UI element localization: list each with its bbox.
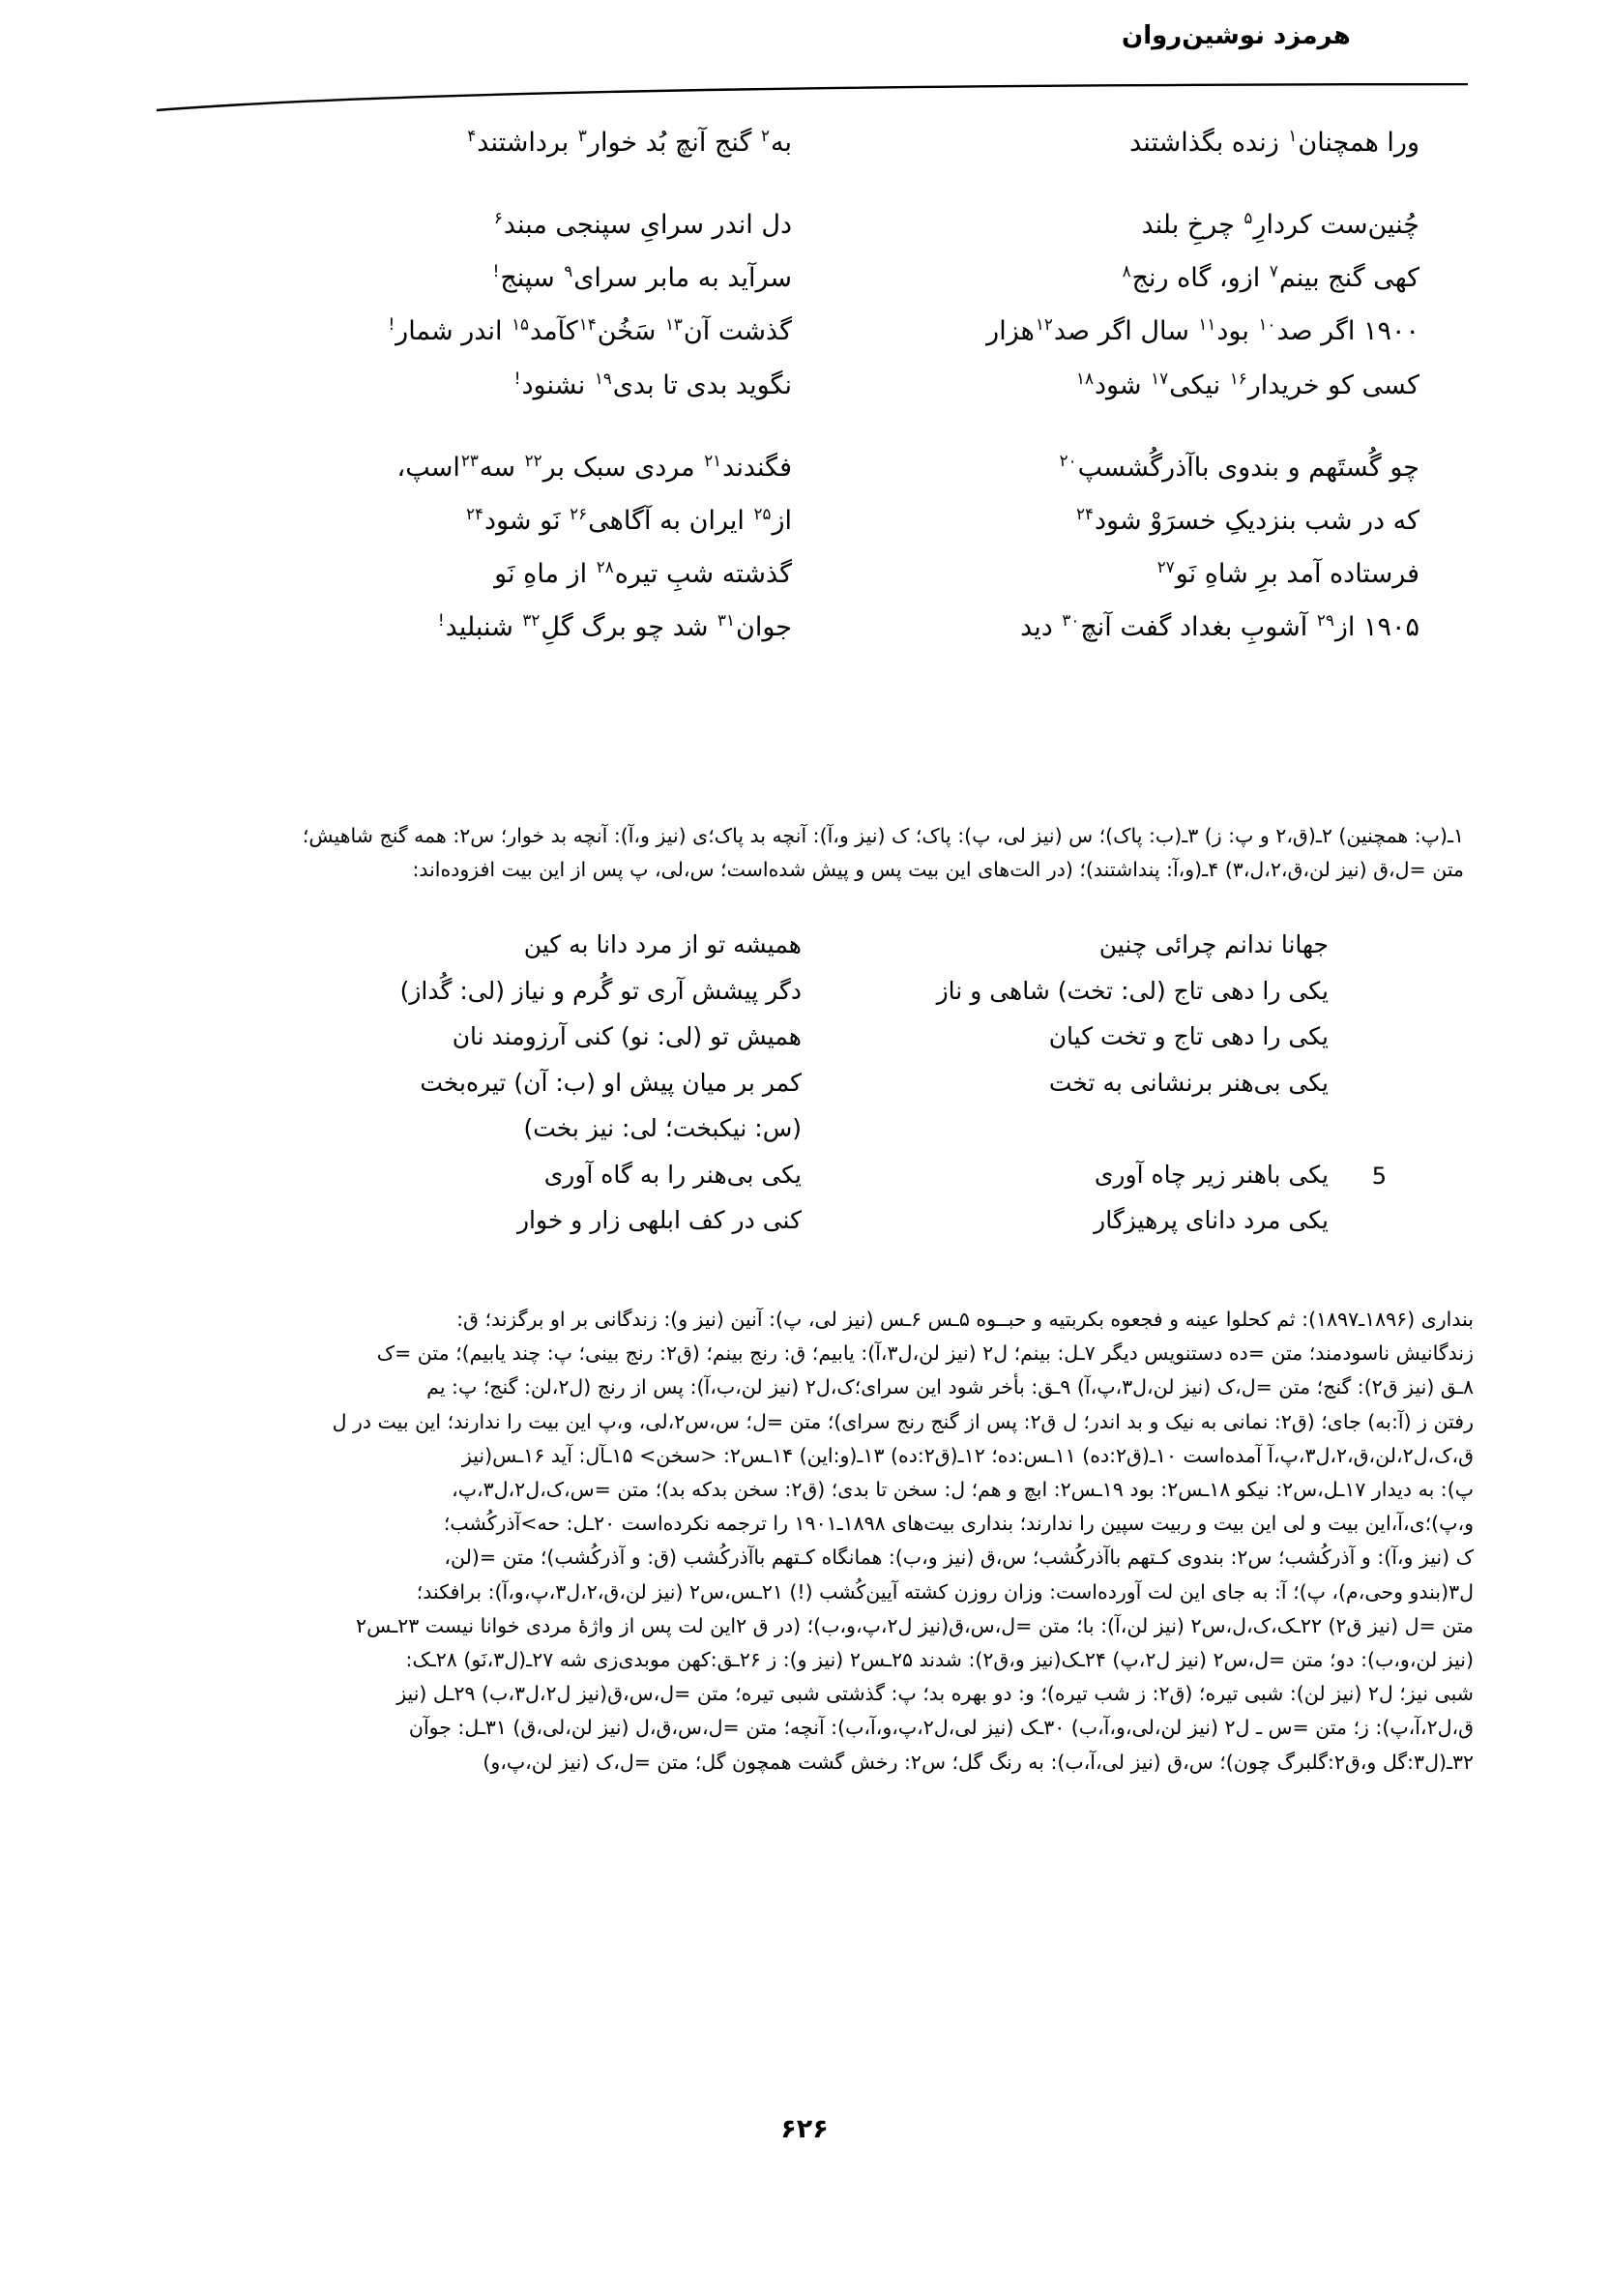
apparatus-line: بنداری (۱۸۹۶ـ۱۸۹۷): ثم کحلوا عینه و فجعوه بکربتیه و حبــوه ۵ـس ۶ـس (نیز لی، پ): آنین (نیز و): زندگانی بر او برگزند؛ ق:	[456, 1308, 1474, 1331]
hemistich-text-mid: گنج آنچ بُد خوار	[587, 128, 760, 158]
variant-marker: ۳۰	[1062, 610, 1080, 631]
quoted-verse-line	[178, 973, 1445, 1010]
quoted-verse-line	[178, 927, 1445, 963]
verse-line	[159, 312, 1445, 350]
quoted-verse-line	[178, 1018, 1445, 1055]
hemistich-text: چو گُستَهم و بندوی باآذرگُشسپ	[1077, 452, 1419, 483]
apparatus-bottom	[130, 1304, 1474, 1781]
variant-marker: !	[513, 368, 521, 388]
apparatus-line: و،پ)؛ی،آ،این بیت و لی این بیت و ربیت سپین را ندارند؛ بنداری بیت‌های ۱۸۹۸ـ۱۹۰۱ را ترجمه نکرده‌است ۲۰ـل: حه>آذرکُشب؛	[443, 1512, 1474, 1536]
hemistich-text-mid: سَخُن	[597, 316, 664, 347]
quoted-hemistich-right: یکی را دهی تاج و تخت کیان	[1048, 1022, 1329, 1050]
hemistich-right	[802, 124, 1445, 162]
hemistich-text-tail2: شود	[1094, 369, 1151, 400]
hemistich-text-tail: شنبلید	[445, 612, 522, 643]
quoted-verse-block	[178, 927, 1445, 1249]
variant-marker: ۱۰	[1258, 314, 1276, 335]
quoted-hemistich-right: یکی مرد دانای پرهیزگار	[1094, 1206, 1329, 1234]
variant-marker: ۱۷	[1151, 368, 1169, 388]
hemistich-text: به	[771, 128, 792, 158]
hemistich-left	[159, 555, 802, 593]
hemistich-left	[159, 367, 802, 404]
apparatus-line: (نیز لن،و،ب): دو؛ متن =ل،س۲ (نیز ل۲،پ) ۲۴ـک(نیز و،ق۲): شدند ۲۵ـس۲ (نیز و): ز ۲۶ـق:کهن موبدی‌زی شه ۲۷ـ(ل۳،نَو) ۲۸ـک:	[405, 1648, 1474, 1672]
quoted-hemistich-left: کنی در کف ابلهی زار و خوار	[516, 1206, 802, 1234]
hemistich-left	[159, 449, 802, 486]
apparatus-line: ق،ل۲،آ،پ): ز؛ متن =س ـ ل۲ (نیز لن،لی،و،آ،ب) ۳۰ـک (نیز لی،ل۲،پ،و،آ،ب): آنچه؛ متن =ل،س،ق،ل (نیز لن،لی،ق) ۳۱ـل: جوآن	[408, 1716, 1474, 1740]
variant-marker: ۲۶	[570, 503, 588, 523]
variant-marker: ۱۹	[594, 368, 612, 388]
hemistich-text-tail: بود	[1216, 316, 1258, 347]
variant-marker: ۷	[1269, 261, 1278, 281]
quoted-hemistich-right: یکی باهنر زیر چاه آوری	[1094, 1160, 1329, 1189]
variant-marker: ۳۱	[717, 610, 736, 631]
variant-marker: ۱۴	[578, 314, 597, 335]
hemistich-text: ۱۹۰۰ اگر صد	[1276, 316, 1419, 347]
variant-marker: ۲۹	[1316, 610, 1334, 631]
hemistich-text: از	[772, 505, 792, 536]
variant-marker: ۲۷	[1156, 556, 1175, 576]
variant-marker: ۶	[493, 208, 503, 228]
hemistich-text-tail: ازو، گاه رنج	[1131, 263, 1269, 294]
variant-marker: ۱۵	[512, 314, 530, 335]
hemistich-text-mid2: کآمد	[530, 316, 578, 347]
hemistich-text: ورا همچنان	[1298, 128, 1419, 158]
quoted-verse-line	[178, 1157, 1445, 1193]
verse-line	[159, 608, 1445, 646]
hemistich-right	[802, 312, 1445, 350]
hemistich-right	[802, 259, 1445, 297]
apparatus-line: شبی نیز؛ ل۲ (نیز لن): شبی تیره؛ (ق۲: ز شب تیره)؛ و: دو بهره بد؛ پ: گذشتی شبی تیره؛ متن =ل،س،ق(نیز ل۲،ل۳،ب) ۲۹ـل (نیز	[396, 1682, 1474, 1706]
hemistich-text-tail: سپنج	[500, 263, 564, 294]
stanza-1	[159, 124, 1445, 162]
quoted-hemistich-left: همیش تو (لی: نو) کنی آرزومند نان	[452, 1022, 802, 1050]
hemistich-text-mid: شد چو برگ گلِ	[541, 612, 717, 643]
hemistich-right	[802, 502, 1445, 540]
hemistich-text: کهی گنج بینم	[1278, 263, 1419, 294]
hemistich-right	[802, 449, 1445, 486]
apparatus-line: ل۳(بندو وحی،م)، پ)؛ آ: به جای این لت آورده‌است: وزان روزن کشته آیین‌کُشب (!) ۲۱ـس،س۲ (نیز لن،ق،۲،ل۳،پ،و،آ): برافکند؛	[416, 1579, 1474, 1604]
hemistich-text-mid: ایران به آگاهی	[588, 505, 753, 536]
hemistich-text-tail: از ماهِ نَو	[494, 558, 596, 589]
hemistich-text-tail2: سال اگر صد	[1053, 316, 1198, 347]
hemistich-text-tail3: هزار	[986, 316, 1035, 347]
variant-marker: ۱۳	[664, 314, 683, 335]
variant-marker: ۲۱	[704, 450, 722, 470]
apparatus-line: ق،ک،ل۲،لن،ق،۲،ل۳،پ،آ آمده‌است ۱۰ـ(ق۲:ده) ۱۱ـس:ده؛ ۱۲ـ(ق۲:ده) ۱۳ـ(و:این) ۱۴ـس۲: <سخن> ۱۵ـآل: آید ۱۶ـس(نیز	[461, 1443, 1474, 1467]
variant-marker: ۲۳	[460, 450, 479, 470]
hemistich-text-mid: مردی سبک بر	[542, 452, 704, 483]
apparatus-line: ۸ـق (نیز ق۲): گنج؛ متن =ل،ک (نیز لن،ل۳،پ،آ) ۹ـق: بأخر شود این سرای؛ک،ل۲ (نیز لن،ب،آ): پس از رنج (ل۲،لن: گنج؛ پ: یم	[426, 1375, 1474, 1399]
hemistich-text: نگوید بدی تا بدی	[612, 369, 792, 400]
variant-marker: ۲۲	[524, 450, 542, 470]
apparatus-top	[139, 820, 1464, 888]
hemistich-text-tail: نَو شود	[483, 505, 570, 536]
hemistich-text-mid2: سه	[479, 452, 524, 483]
quoted-variant-note: (س: نیکبخت؛ لی: نیز بخت)	[523, 1114, 802, 1142]
apparatus-line: پ): به دیدار ۱۷ـل،س۲: نیکو ۱۸ـس۲: بود ۱۹ـس۲: ابچ و هم؛ ل: سخن تا بدی؛ (ق۲: سخن بدکه بد)؛ متن =س،ک،ل۲،ل۳،پ،	[452, 1478, 1474, 1502]
stanza-2	[159, 206, 1445, 404]
quoted-hemistich-right: جهانا ندانم چرائی چنین	[1098, 930, 1329, 958]
hemistich-text: چُنین‌ست کردارِ	[1253, 210, 1419, 241]
variant-marker: ۲	[761, 126, 770, 145]
variant-marker: ۴	[467, 126, 477, 145]
verse-number-marker: 5	[1371, 1162, 1387, 1190]
verse-line	[159, 502, 1445, 540]
quoted-hemistich-right: یکی را دهی تاج (لی: تخت) شاهی و ناز	[936, 976, 1329, 1005]
hemistich-text: جوان	[736, 612, 792, 643]
variant-marker: ۵	[1243, 208, 1253, 228]
variant-marker: ۸	[1122, 261, 1131, 281]
hemistich-text: که در شب بنزدیکِ خسرَوْ شود	[1094, 505, 1419, 536]
quoted-verse-line	[178, 1202, 1445, 1239]
apparatus-line: ک (نیز و،آ): و آذرکُشب؛ س۲: بندوی کـتهم باآذرکُشب؛ س،ق (نیز و،ب): همانگاه کـتهم باآذرکُشب (ق: و آذرکُشب)؛ متن =(لن،	[444, 1545, 1474, 1570]
apparatus-line: متن =ل،ق (نیز لن،ق،۲،ل،۳) ۴ـ(و،آ: پنداشتند)؛ (در الت‌های این بیت پس و پیش شده‌است؛ س،لی، پ پس از این بیت افزوده‌اند:	[412, 858, 1464, 882]
header-rule-decoration	[155, 83, 1470, 112]
quoted-hemistich-left: دگر پیشش آری تو گُرم و نیاز (لی: گُداز)	[399, 976, 802, 1005]
variant-marker: ۱۱	[1198, 314, 1216, 335]
variant-marker: !	[437, 610, 445, 631]
verse-line	[159, 259, 1445, 297]
hemistich-left	[159, 124, 802, 162]
hemistich-left	[159, 206, 802, 244]
quoted-verse-line	[178, 1065, 1445, 1102]
hemistich-left	[159, 259, 802, 297]
hemistich-right	[802, 608, 1445, 646]
hemistich-right	[802, 555, 1445, 593]
hemistich-text: دل اندر سرایِ سپنجی مبند	[503, 210, 792, 241]
verse-line	[159, 367, 1445, 404]
variant-marker: ۲۰	[1059, 450, 1077, 470]
verse-line	[159, 206, 1445, 244]
hemistich-text-tail: آشوبِ بغداد گفت آنچ	[1080, 612, 1316, 643]
hemistich-right	[802, 206, 1445, 244]
variant-marker: !	[492, 261, 500, 281]
apparatus-line: متن =ل (نیز ق۲) ۲۲ـک،ک،ل،س۲ (نیز لن،آ): با؛ متن =ل،س،ق(نیز ل۲،پ،و،ب)؛ (در ق ۲این لت پس از واژهٔ مردی خوانا نیست ۲۳ـس۲	[356, 1613, 1474, 1637]
variant-marker: ۱۶	[1229, 368, 1247, 388]
hemistich-text-tail: نیکی	[1169, 369, 1229, 400]
hemistich-text-tail: زنده بگذاشتند	[1129, 128, 1288, 158]
hemistich-text: گذشته شبِ تیره	[614, 558, 792, 589]
apparatus-line: ۳۲ـ(ل۳:گل و،ق۲:گلبرگ چون)؛ س،ق (نیز لی،آ،ب): به رنگ گل؛ س۲: رخش گشت همچون گل؛ متن =ل،ک (نیز لن،پ،و)	[483, 1750, 1474, 1774]
hemistich-text-tail: چرخِ بلند	[1141, 210, 1243, 241]
variant-marker: ۱	[1288, 126, 1298, 145]
variant-marker: ۲۴	[1076, 503, 1094, 523]
quoted-hemistich-left: همیشه تو از مرد دانا به کین	[523, 930, 802, 958]
variant-marker: ۱۸	[1075, 368, 1094, 388]
hemistich-text: کسی کو خریدار	[1247, 369, 1419, 400]
hemistich-text: گذشت آن	[683, 316, 792, 347]
hemistich-text-tail: اندر شمار	[395, 316, 512, 347]
variant-marker: ۱۲	[1035, 314, 1053, 335]
apparatus-line: رفتن ز (آ:به) جای؛ (ق۲: نمانی به نیک و بد اندر؛ ل ق۲: پس از گنج رنج سرای)؛ متن =ل؛ س،س۲،لی، و،پ این بیت را ندارند؛ این بیت در ل	[332, 1409, 1474, 1433]
apparatus-line: زندگانیش ناسودمند؛ متن =ده دستنویس دیگر ۷ـل: بینم؛ ل۲ (نیز لن،ل۳،آ): یابیم؛ ق: رنج بینم؛ (ق۲: رنج بینی؛ پ: چند یابیم)؛ متن =ک	[376, 1341, 1474, 1366]
variant-marker: ۳۲	[522, 610, 541, 631]
hemistich-text: ۱۹۰۵ از	[1334, 612, 1419, 643]
hemistich-left	[159, 502, 802, 540]
verse-line	[159, 555, 1445, 593]
stanza-3	[159, 449, 1445, 647]
apparatus-line: ۱ـ(پ: همچنین) ۲ـ(ق،۲ و پ: ز) ۳ـ(ب: پاک)؛ س (نیز لی، پ): پاک؛ ک (نیز و،آ): آنچه بد پاک؛ی (نیز و،آ): آنچه بد خوار؛ س۲: همه گنج شاهیش؛	[302, 824, 1464, 847]
hemistich-text: فرستاده آمد برِ شاهِ نَو	[1175, 558, 1419, 589]
verse-line	[159, 124, 1445, 162]
page-number: ۶۲۶	[780, 2114, 829, 2144]
verse-block	[159, 124, 1445, 691]
running-head-title: هرمزد نوشین‌روان	[1122, 21, 1351, 50]
hemistich-left	[159, 312, 802, 350]
variant-marker: ۹	[564, 261, 573, 281]
variant-marker: ۳	[577, 126, 587, 145]
quoted-hemistich-left: یکی بی‌هنر را به گاه آوری	[543, 1160, 802, 1189]
variant-marker: !	[388, 314, 395, 335]
hemistich-text-tail: اسپ،	[396, 452, 460, 483]
hemistich-right	[802, 367, 1445, 404]
hemistich-text: سرآید به مابر سرای	[573, 263, 792, 294]
variant-marker: ۲۵	[753, 503, 772, 523]
hemistich-text-tail: نشنود	[521, 369, 594, 400]
hemistich-left	[159, 608, 802, 646]
hemistich-text-tail: برداشتند	[477, 128, 577, 158]
verse-line	[159, 449, 1445, 486]
hemistich-text: فگندند	[722, 452, 792, 483]
variant-marker: ۲۸	[596, 556, 614, 576]
quoted-hemistich-right: یکی بی‌هنر برنشانی به تخت	[1048, 1068, 1329, 1097]
hemistich-text-tail2: دید	[1020, 612, 1062, 643]
quoted-hemistich-left: کمر بر میان پیش او (ب: آن) تیره‌بخت	[420, 1068, 802, 1097]
variant-marker: ۲۴	[465, 503, 483, 523]
